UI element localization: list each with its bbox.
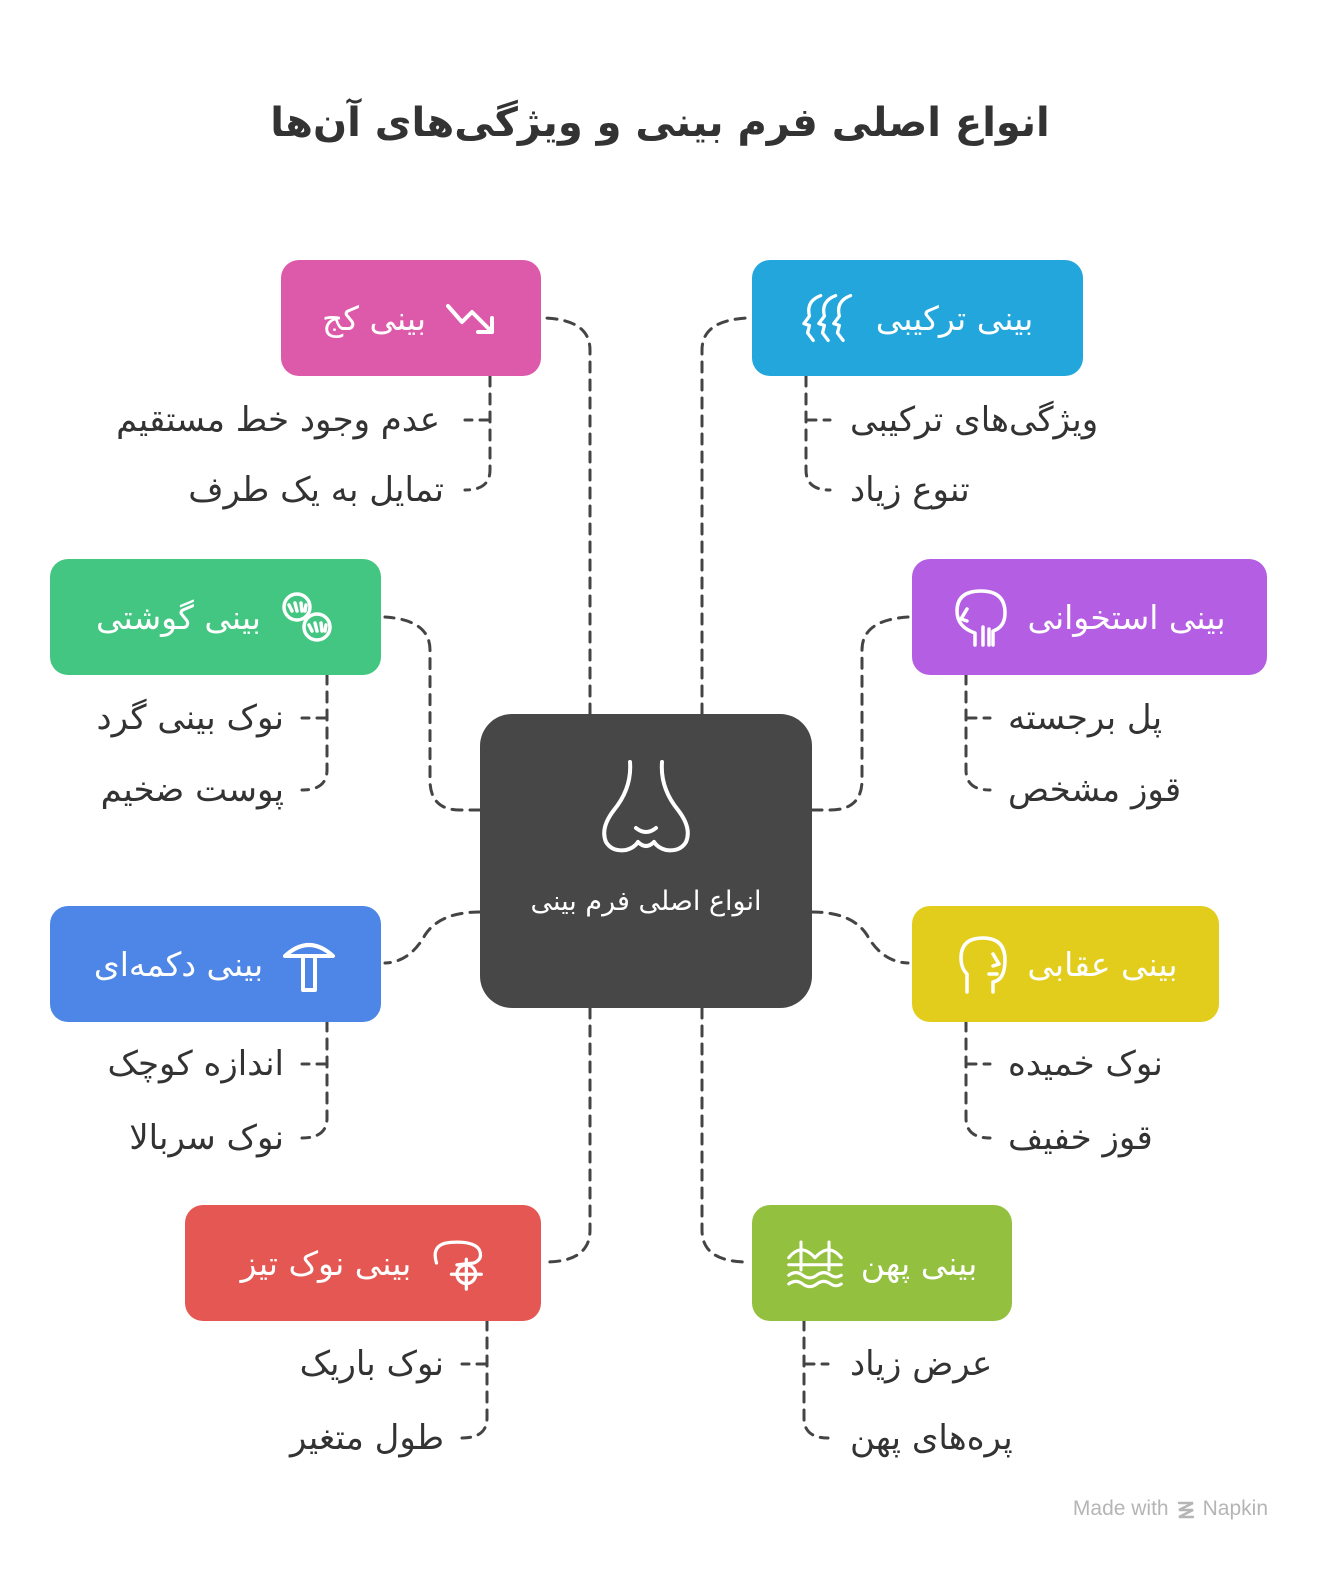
head-profile-icon [953, 589, 1009, 645]
list-item: اندازه کوچک [107, 1044, 284, 1084]
card-label: بینی نوک تیز [240, 1243, 412, 1283]
list-item: پوست ضخیم [100, 770, 284, 810]
list-item: طول متغیر [289, 1418, 444, 1458]
face-profile-icon [953, 936, 1009, 992]
connector-button [385, 912, 480, 963]
connector-wide [702, 1008, 748, 1262]
card-crooked-nose[interactable] [281, 260, 541, 376]
list-item: نوک باریک [299, 1344, 444, 1384]
center-node [480, 714, 812, 1008]
profiles-icon [802, 290, 858, 346]
list-item: نوک سربالا [129, 1118, 284, 1158]
card-pointed-nose[interactable] [185, 1205, 541, 1321]
list-item: نوک خمیده [1008, 1044, 1163, 1084]
card-label: بینی پهن [860, 1243, 978, 1283]
list-item: عدم وجود خط مستقیم [116, 400, 440, 440]
footer-text: Made with [1072, 1497, 1169, 1520]
card-aquiline-nose[interactable] [912, 906, 1219, 1022]
made-with-napkin-badge[interactable] [1073, 1497, 1268, 1521]
card-label: بینی ترکیبی [875, 298, 1034, 338]
connector-bony [812, 617, 908, 810]
card-button-nose[interactable] [50, 906, 381, 1022]
card-label: بینی استخوانی [1027, 597, 1226, 637]
stem-crooked [465, 376, 490, 490]
stem-wide [804, 1320, 828, 1438]
footer-brand: Napkin [1202, 1497, 1268, 1520]
list-item: پل برجسته [1008, 698, 1163, 738]
trend-down-arrow-icon [444, 290, 500, 346]
list-item: تمایل به یک طرف [188, 470, 444, 510]
stem-pointed [462, 1320, 487, 1438]
card-label: بینی دکمه‌ای [93, 944, 264, 984]
bridge-icon [787, 1235, 843, 1291]
card-wide-nose[interactable] [752, 1205, 1012, 1321]
center-label: انواع اصلی فرم بینی [530, 886, 762, 917]
list-item: ویژگی‌های ترکیبی [850, 400, 1099, 440]
diagram-title: انواع اصلی فرم بینی و ویژگی‌های آن‌ها [270, 100, 1050, 146]
list-item: قوز خفیف [1008, 1118, 1153, 1158]
nose-icon [596, 758, 696, 858]
stem-button [302, 1021, 327, 1138]
list-item: پره‌های پهن [850, 1418, 1013, 1458]
list-item: تنوع زیاد [850, 470, 970, 510]
stem-bony [966, 674, 990, 790]
stem-aquiline [966, 1021, 990, 1138]
napkin-logo-icon [1175, 1499, 1197, 1519]
connector-aquiline [812, 912, 908, 963]
list-item: قوز مشخص [1008, 770, 1182, 810]
stem-combined [806, 376, 830, 490]
mushroom-icon [281, 936, 337, 992]
connector-combined [702, 318, 748, 714]
list-item: نوک بینی گرد [96, 698, 284, 738]
meat-icon [279, 589, 335, 645]
connector-fleshy [385, 617, 480, 810]
list-item: عرض زیاد [850, 1344, 993, 1384]
card-fleshy-nose[interactable] [50, 559, 381, 675]
card-label: بینی عقابی [1027, 944, 1178, 984]
card-bony-nose[interactable] [912, 559, 1267, 675]
card-combined-nose[interactable] [752, 260, 1083, 376]
connector-crooked [545, 318, 590, 714]
connector-pointed [545, 1008, 590, 1262]
card-label: بینی کج [321, 298, 427, 338]
target-icon [429, 1235, 485, 1291]
stem-fleshy [302, 674, 327, 790]
card-label: بینی گوشتی [96, 597, 261, 637]
